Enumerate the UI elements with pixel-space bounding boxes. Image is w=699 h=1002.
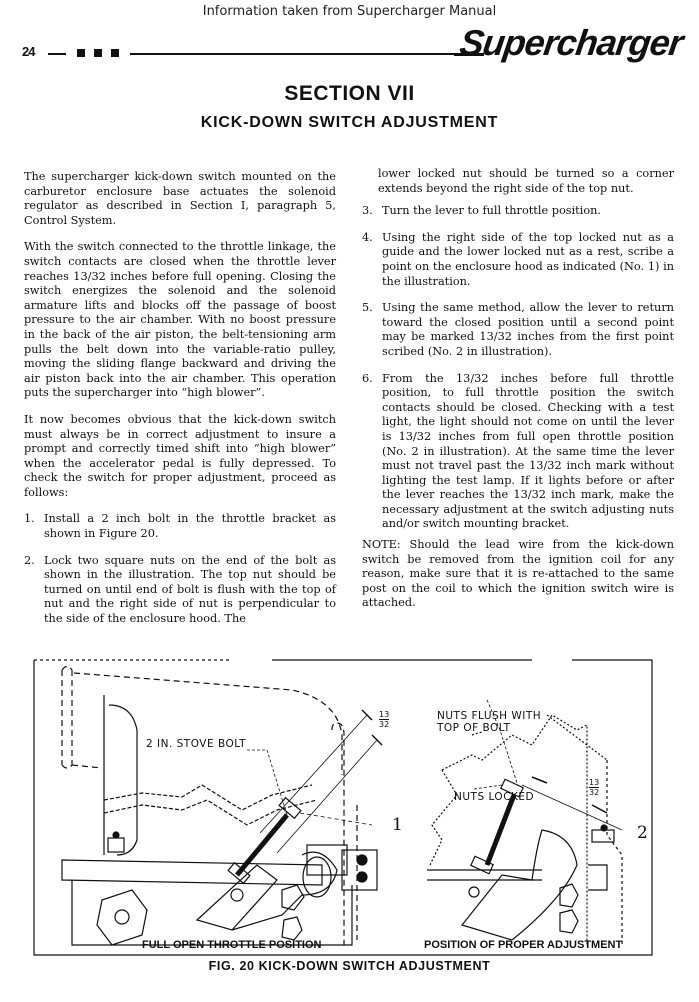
step-number: 3.	[362, 204, 373, 218]
step-number: 5.	[362, 301, 373, 315]
step-item	[24, 554, 336, 627]
note-paragraph: NOTE: Should the lead wire from the kick-down switch be removed from the ignition coil for any reason, make sure that it is re-attached to the same post on the coil to which the ignition switch wire is attached.	[362, 538, 674, 610]
step-number: 6.	[362, 371, 373, 385]
page-number: 24	[22, 44, 35, 59]
step-number: 2.	[24, 553, 35, 567]
kick-down-switch-illustration	[32, 655, 672, 960]
step-text: Install a 2 inch bolt in the throttle bracket as shown in Figure 20.	[44, 512, 336, 541]
step-item	[362, 372, 674, 533]
intro-paragraph: The supercharger kick-down switch mounted on the carburetor enclosure base actuates the solenoid regulator as described in Section I, paragraph 5, Control System.	[24, 170, 336, 227]
step-item	[362, 301, 674, 359]
right-column	[362, 167, 674, 623]
header-square-icon	[111, 49, 119, 57]
right-panel-caption: POSITION OF PROPER ADJUSTMENT	[424, 939, 623, 951]
top-of-bolt-label: TOP OF BOLT	[437, 722, 511, 734]
header-rule	[130, 53, 460, 55]
fraction-13-32: $\frac{13}{32}$	[589, 778, 600, 797]
left-column	[24, 170, 336, 639]
figure-caption: FIG. 20 KICK-DOWN SWITCH ADJUSTMENT	[208, 959, 491, 973]
header-square-icon	[77, 49, 85, 57]
step-item	[24, 512, 336, 541]
page-header	[22, 22, 686, 68]
operation-paragraph: With the switch connected to the throttle linkage, the switch contacts are closed when the throttle lever reaches 13/32 inches before full opening. Closing the switch energizes the solenoid and the solenoid armature lifts and blocks off the passage of boost pressure to the air chamber. With no boost pressure in the back of the air piston, the belt-tensioning arm pulls the belt down into the variable-ratio pulley, moving the sliding flange backward and driving the air piston back into the air chamber. This operation puts the supercharger into “high blower”.	[24, 240, 336, 400]
step-number: 1.	[24, 512, 35, 526]
step-text: Using the right side of the top locked nut as a guide and the lower locked nut as a rest, scribe a point on the enclosure hood as indicated (No. 1) in the illustration.	[382, 230, 674, 288]
step-text: Turn the lever to full throttle position.	[382, 204, 601, 218]
section-subtitle: KICK-DOWN SWITCH ADJUSTMENT	[200, 114, 499, 131]
step-text: Lock two square nuts on the end of the bolt as shown in the illustration. The top nut should be turned on until end of bolt is flush with the top of nut and the right side of nut is perpendicular to the side of the enclosure hood. The	[44, 553, 336, 626]
step-text: From the 13/32 inches before full throttle position, to full throttle position the switch contacts should be closed. Checking with a test light, the light should not come on until the lever is 13/32 inches from full open throttle position (No. 2 in illustration). At the same time the lever must not travel past the 13/32 inch mark without lighting the test lamp. If it lights before or after the lever reaches the 13/32 inch mark, make the necessary adjustment at the switch adjusting nuts and/or switch mounting bracket.	[382, 371, 674, 531]
brand-logo: Supercharger	[457, 22, 686, 63]
callout-1: 1	[392, 815, 403, 835]
step-continuation: lower locked nut should be turned so a corner extends beyond the right side of the top nut.	[378, 167, 674, 195]
stove-bolt-label: 2 IN. STOVE BOLT	[146, 738, 247, 750]
nuts-flush-label: NUTS FLUSH WITH	[437, 710, 542, 722]
header-dash	[48, 53, 66, 55]
left-panel-caption: FULL OPEN THROTTLE POSITION	[142, 939, 322, 951]
step-item	[362, 231, 674, 289]
section-title: SECTION VII	[284, 82, 415, 105]
step-text: Using the same method, allow the lever to return toward the closed position until a second point may be marked 13/32 inches from the first point scribed (No. 2 in illustration).	[382, 301, 674, 358]
figure-20	[32, 655, 672, 960]
watermark: Information taken from Supercharger Manual	[202, 4, 497, 19]
callout-2: 2	[637, 823, 648, 843]
step-number: 4.	[362, 230, 373, 244]
fraction-13-32: $\frac{13}{32}$	[379, 710, 390, 729]
step-item	[362, 204, 674, 219]
header-square-icon	[94, 49, 102, 57]
adjustment-paragraph: It now becomes obvious that the kick-down switch must always be in correct adjustment to insure a prompt and correctly timed shift into “high blower” when the accelerator pedal is fully depressed. To check the switch for proper adjustment, proceed as follows:	[24, 412, 336, 499]
nuts-locked-label: NUTS LOCKED	[454, 791, 535, 803]
